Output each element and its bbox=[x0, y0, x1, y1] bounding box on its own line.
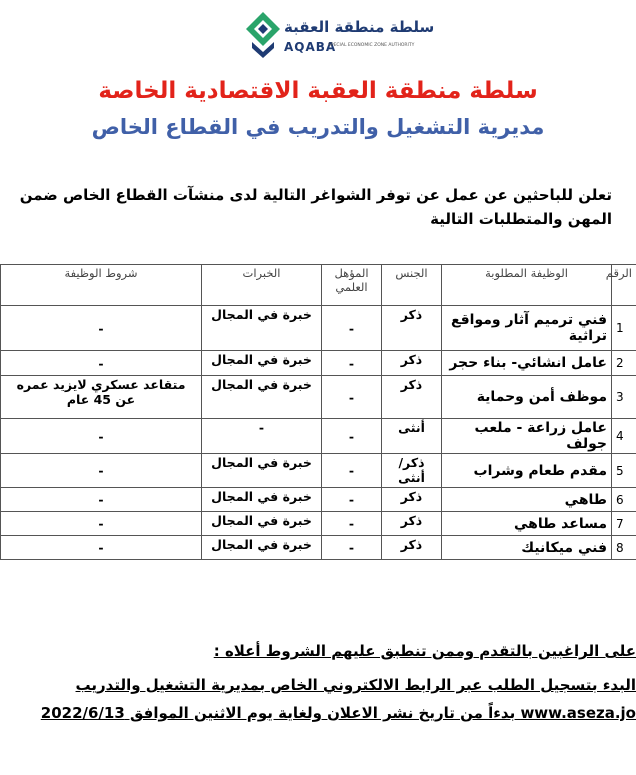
table-header-row bbox=[1, 265, 636, 306]
row-qualification: - bbox=[322, 376, 382, 419]
instructions-heading: على الراغبين بالتقدم وممن تنطبق عليهم الشروط أعلاه : bbox=[213, 642, 636, 660]
row-conditions: - bbox=[1, 351, 202, 376]
table-row bbox=[1, 488, 636, 512]
row-job: مساعد طاهي bbox=[442, 512, 612, 536]
page-title: سلطة منطقة العقبة الاقتصادية الخاصة bbox=[98, 78, 538, 104]
row-qualification: - bbox=[322, 351, 382, 376]
row-conditions: - bbox=[1, 488, 202, 512]
row-job: فني ترميم آثار ومواقع تراثية bbox=[442, 306, 612, 351]
instructions-deadline: www.aseza.jo بدءاً من تاريخ نشر الاعلان ولغاية يوم الاثنين الموافق 2022/6/13 bbox=[40, 704, 636, 722]
header-number: الرقم bbox=[612, 265, 636, 306]
row-number: 6 bbox=[612, 488, 636, 512]
row-experience: خبرة في المجال bbox=[202, 454, 322, 488]
row-gender: ذكر bbox=[382, 351, 442, 376]
row-conditions: متقاعد عسكري لايزيد عمره عن 45 عام bbox=[1, 376, 202, 419]
logo-english-subtext: SPECIAL ECONOMIC ZONE AUTHORITY bbox=[328, 43, 415, 48]
row-conditions: - bbox=[1, 454, 202, 488]
row-job: فني ميكانيك bbox=[442, 536, 612, 560]
header-qualification: المؤهل العلمي bbox=[322, 265, 382, 306]
instructions-line: البدء بتسجيل الطلب عبر الرابط الالكتروني الخاص بمديرية التشغيل والتدريب bbox=[75, 676, 636, 694]
row-number: 7 bbox=[612, 512, 636, 536]
row-number: 8 bbox=[612, 536, 636, 560]
row-qualification: - bbox=[322, 454, 382, 488]
table-row bbox=[1, 536, 636, 560]
table-row bbox=[1, 454, 636, 488]
row-job: طاهي bbox=[442, 488, 612, 512]
row-qualification: - bbox=[322, 536, 382, 560]
table-row bbox=[1, 306, 636, 351]
row-conditions: - bbox=[1, 512, 202, 536]
page-subtitle: مديرية التشغيل والتدريب في القطاع الخاص bbox=[91, 115, 545, 139]
row-gender: ذكر bbox=[382, 512, 442, 536]
announcement-intro: تعلن للباحثين عن عمل عن توفر الشواغر التالية لدى منشآت القطاع الخاص ضمن المهن والمتطلبات التالية bbox=[19, 186, 612, 228]
table-row bbox=[1, 376, 636, 419]
aseza-logo bbox=[246, 10, 435, 58]
row-experience: خبرة في المجال bbox=[202, 351, 322, 376]
row-experience: خبرة في المجال bbox=[202, 306, 322, 351]
row-experience: خبرة في المجال bbox=[202, 376, 322, 419]
row-qualification: - bbox=[322, 306, 382, 351]
row-qualification: - bbox=[322, 488, 382, 512]
row-job: عامل انشائي- بناء حجر bbox=[442, 351, 612, 376]
row-gender: ذكر bbox=[382, 536, 442, 560]
header-gender: الجنس bbox=[382, 265, 442, 306]
header-job: الوظيفة المطلوبة bbox=[442, 265, 612, 306]
row-conditions: - bbox=[1, 306, 202, 351]
table-row bbox=[1, 351, 636, 376]
row-number: 5 bbox=[612, 454, 636, 488]
row-experience: خبرة في المجال bbox=[202, 488, 322, 512]
row-experience: - bbox=[202, 419, 322, 454]
row-job: موظف أمن وحماية bbox=[442, 376, 612, 419]
aseza-logo-mark-icon bbox=[246, 12, 280, 58]
row-experience: خبرة في المجال bbox=[202, 536, 322, 560]
header-conditions: شروط الوظيفة bbox=[1, 265, 202, 306]
row-number: 3 bbox=[612, 376, 636, 419]
row-number: 2 bbox=[612, 351, 636, 376]
logo-english-text: AQABA bbox=[284, 40, 337, 54]
vacancies-table bbox=[0, 264, 636, 560]
row-number: 1 bbox=[612, 306, 636, 351]
row-experience: خبرة في المجال bbox=[202, 512, 322, 536]
row-gender: ذكر bbox=[382, 488, 442, 512]
logo-arabic-text: سلطة منطقة العقبة bbox=[284, 18, 435, 36]
row-job: عامل زراعة - ملعب جولف bbox=[442, 419, 612, 454]
row-gender: ذكر bbox=[382, 376, 442, 419]
row-conditions: - bbox=[1, 419, 202, 454]
header-experience: الخبرات bbox=[202, 265, 322, 306]
row-qualification: - bbox=[322, 512, 382, 536]
row-gender: ذكر/أنثى bbox=[382, 454, 442, 488]
table-row bbox=[1, 419, 636, 454]
row-qualification: - bbox=[322, 419, 382, 454]
row-gender: أنثى bbox=[382, 419, 442, 454]
row-number: 4 bbox=[612, 419, 636, 454]
row-job: مقدم طعام وشراب bbox=[442, 454, 612, 488]
row-conditions: - bbox=[1, 536, 202, 560]
row-gender: ذكر bbox=[382, 306, 442, 351]
table-row bbox=[1, 512, 636, 536]
